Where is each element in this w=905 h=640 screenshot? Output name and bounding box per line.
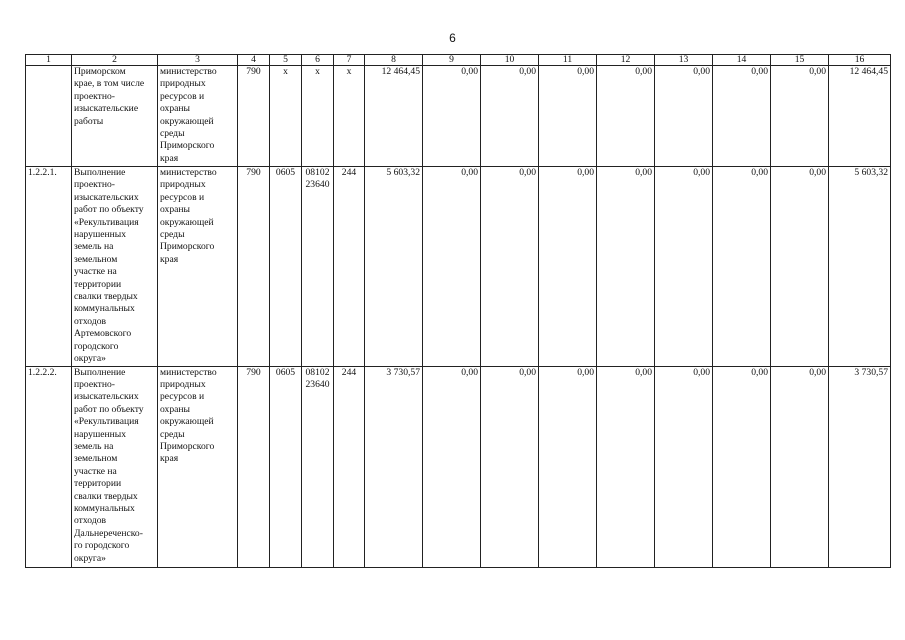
budget-table: [25, 54, 891, 568]
section-code: 0605: [270, 366, 302, 567]
executor: министерство природных ресурсов и охраны окружающей среды Приморского края: [158, 66, 238, 167]
section-code: 0605: [270, 167, 302, 367]
column-header: 14: [713, 55, 771, 66]
total-cell: 5 603,32: [829, 167, 891, 367]
table-row: [26, 66, 891, 167]
amount-cell: 0,00: [423, 167, 481, 367]
row-number: 1.2.2.1.: [26, 167, 72, 367]
column-header: 15: [771, 55, 829, 66]
section-code: x: [270, 66, 302, 167]
target-code: 08102 23640: [302, 167, 334, 367]
page-number: 6: [449, 31, 456, 45]
amount-cell: 0,00: [481, 66, 539, 167]
table-row: [26, 167, 891, 367]
amount-cell: 0,00: [539, 167, 597, 367]
amount-cell: 0,00: [655, 66, 713, 167]
column-header: 5: [270, 55, 302, 66]
measure-name: Выполнение проектно- изыскательских работ по объекту «Рекультивация нарушенных земель на земельном участке на территории свалки твердых коммунальных отходов Артемовского городского округа»: [72, 167, 158, 367]
executor: министерство природных ресурсов и охраны окружающей среды Приморского края: [158, 167, 238, 367]
column-header: 10: [481, 55, 539, 66]
amount-cell: 3 730,57: [365, 366, 423, 567]
column-header: 16: [829, 55, 891, 66]
executor: министерство природных ресурсов и охраны окружающей среды Приморского края: [158, 366, 238, 567]
column-header: 8: [365, 55, 423, 66]
amount-cell: 0,00: [539, 366, 597, 567]
ministry-code: 790: [238, 167, 270, 367]
ministry-code: 790: [238, 366, 270, 567]
amount-cell: 0,00: [597, 167, 655, 367]
amount-cell: 0,00: [771, 66, 829, 167]
row-number: [26, 66, 72, 167]
table-row: [26, 366, 891, 567]
row-number: 1.2.2.2.: [26, 366, 72, 567]
column-header: 4: [238, 55, 270, 66]
amount-cell: 0,00: [771, 167, 829, 367]
column-header: 9: [423, 55, 481, 66]
amount-cell: 5 603,32: [365, 167, 423, 367]
amount-cell: 0,00: [713, 167, 771, 367]
column-header: 2: [72, 55, 158, 66]
target-code: x: [302, 66, 334, 167]
expense-type: 244: [334, 167, 365, 367]
amount-cell: 0,00: [481, 167, 539, 367]
column-header: 1: [26, 55, 72, 66]
amount-cell: 0,00: [481, 366, 539, 567]
column-header: 7: [334, 55, 365, 66]
amount-cell: 0,00: [423, 66, 481, 167]
ministry-code: 790: [238, 66, 270, 167]
column-header: 12: [597, 55, 655, 66]
expense-type: x: [334, 66, 365, 167]
amount-cell: 0,00: [597, 366, 655, 567]
amount-cell: 0,00: [713, 366, 771, 567]
amount-cell: 0,00: [771, 366, 829, 567]
amount-cell: 12 464,45: [365, 66, 423, 167]
amount-cell: 0,00: [713, 66, 771, 167]
column-header: 13: [655, 55, 713, 66]
total-cell: 12 464,45: [829, 66, 891, 167]
amount-cell: 0,00: [539, 66, 597, 167]
amount-cell: 0,00: [655, 366, 713, 567]
column-header: 6: [302, 55, 334, 66]
column-header: 3: [158, 55, 238, 66]
amount-cell: 0,00: [655, 167, 713, 367]
amount-cell: 0,00: [597, 66, 655, 167]
target-code: 08102 23640: [302, 366, 334, 567]
amount-cell: 0,00: [423, 366, 481, 567]
measure-name: Приморском крае, в том числе проектно- изыскательские работы: [72, 66, 158, 167]
column-number-row: [26, 55, 891, 66]
expense-type: 244: [334, 366, 365, 567]
total-cell: 3 730,57: [829, 366, 891, 567]
column-header: 11: [539, 55, 597, 66]
measure-name: Выполнение проектно- изыскательских работ по объекту «Рекультивация нарушенных земель на земельном участке на территории свалки твердых коммунальных отходов Дальнереченско- го городского округа»: [72, 366, 158, 567]
